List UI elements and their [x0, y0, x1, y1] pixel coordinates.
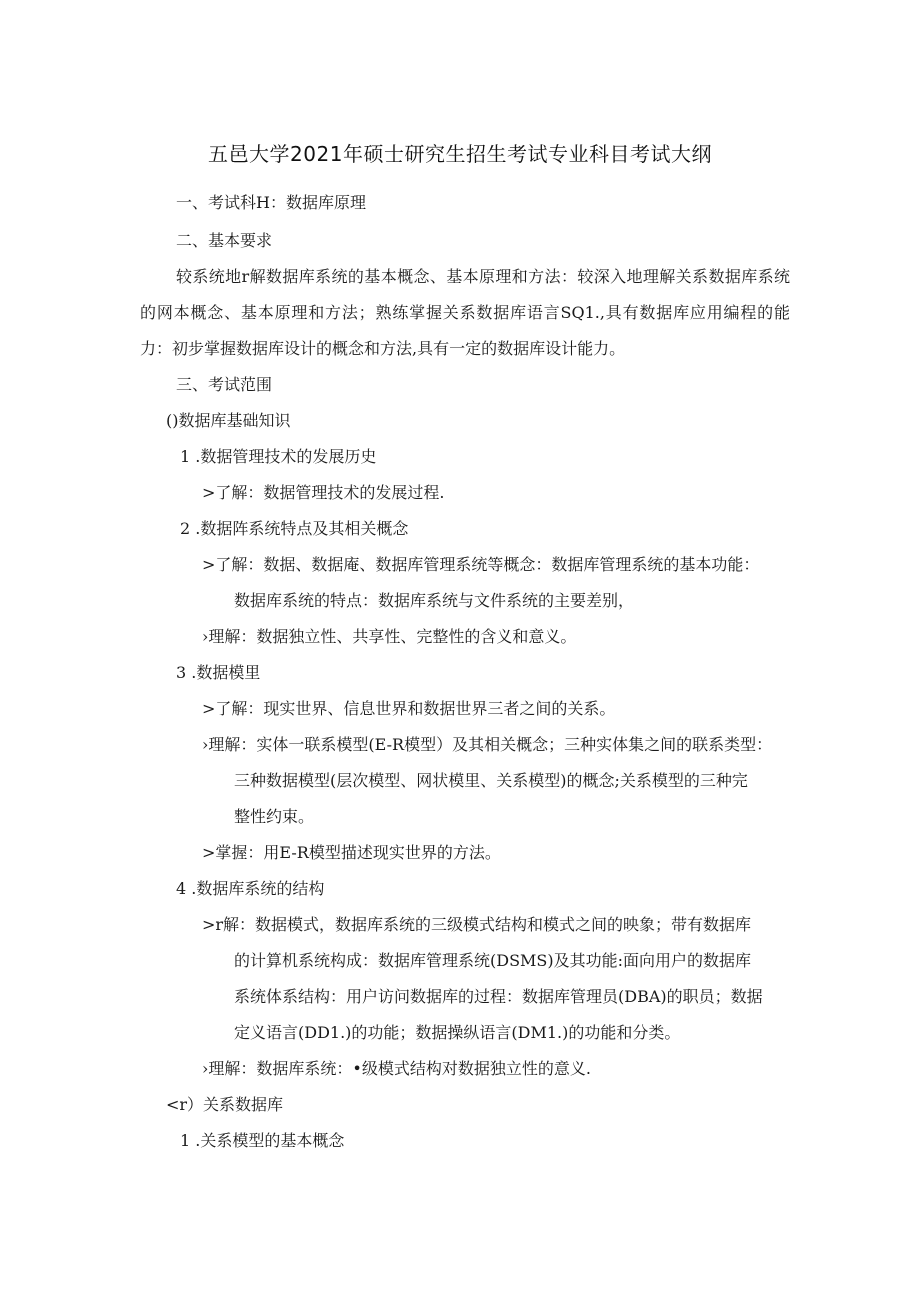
item-system-features-comprehend: ›理解：数据独立性、共享性、完整性的含义和意义。: [202, 627, 577, 646]
item-history-understand: >了解：数据管理技术的发展过程.: [202, 483, 445, 502]
requirements-paragraph: 较系统地r解数据库系统的基本概念、基本原理和方法：较深入地理解关系数据库系统的网本概念、基本原理和方法；熟练掌握关系数据库语言SQ1.,具有数据库应用编程的能力：初步掌握数据库设计的概念和方法,具有一定的数据库设计能力。: [140, 267, 790, 358]
part-relational-database: <r）关系数据库: [166, 1095, 284, 1114]
sub-line-cont: 数据库系统的特点：数据库系统与文件系统的主要差别，: [234, 591, 635, 610]
sub-line: >了解：数据、数据庵、数据库管理系统等概念：数据库管理系统的基本功能：: [202, 555, 760, 574]
item-system-features: 2 .数据阵系统特点及其相关概念: [180, 519, 409, 538]
item-data-model-understand: >了解：现实世界、信息世界和数据世界三者之间的关系。: [202, 699, 616, 718]
item-relational-model-concepts: 1 .关系模型的基本概念: [180, 1131, 345, 1150]
item-system-structure-comprehend: ›理解：数据库系统：•级模式结构对数据独立性的意义.: [202, 1059, 591, 1078]
item-data-model-master: >掌握：用E-R模型描述现实世界的方法。: [202, 843, 501, 862]
sub-line: >r解：数据模式，数据库系统的三级模式结构和模式之间的映象；带有数据库: [202, 915, 752, 934]
sub-line-cont: 的计算机系统构成：数据库管理系统(DSMS)及其功能:面向用户的数据库: [234, 951, 752, 970]
section-exam-scope: 三、考试范围: [176, 375, 273, 394]
sub-line-cont: 系统体系结构：用户访问数据库的过程：数据库管理员(DBA)的职员；数据: [234, 987, 763, 1006]
part-database-basics: ()数据库基础知识: [166, 411, 291, 430]
document-title: 五邑大学2021年硕士研究生招生考试专业科目考试大纲: [208, 142, 712, 166]
item-data-model: 3 .数据模里: [176, 663, 261, 682]
section-basic-requirements: 二、基本要求: [176, 231, 273, 250]
sub-line: ›理解：实体一联系模型(E-R模型）及其相关概念；三种实体集之间的联系类型：: [202, 735, 773, 754]
item-history: 1 .数据管理技术的发展历史: [180, 447, 377, 466]
sub-line-cont: 整性约束。: [234, 807, 315, 826]
item-system-features-understand: [202, 547, 788, 619]
item-system-structure: 4 .数据库系统的结构: [176, 879, 325, 898]
section-exam-subject: 一、考试科H：数据库原理: [176, 193, 366, 212]
sub-line-cont: 定义语言(DD1.)的功能；数据操纵语言(DM1.)的功能和分类。: [234, 1023, 681, 1042]
item-data-model-comprehend: [202, 727, 788, 835]
item-system-structure-understand: [202, 907, 788, 1051]
sub-line-cont: 三种数据模型(层次模型、网状模里、关系模型)的概念;关系模型的三种完: [234, 771, 748, 790]
